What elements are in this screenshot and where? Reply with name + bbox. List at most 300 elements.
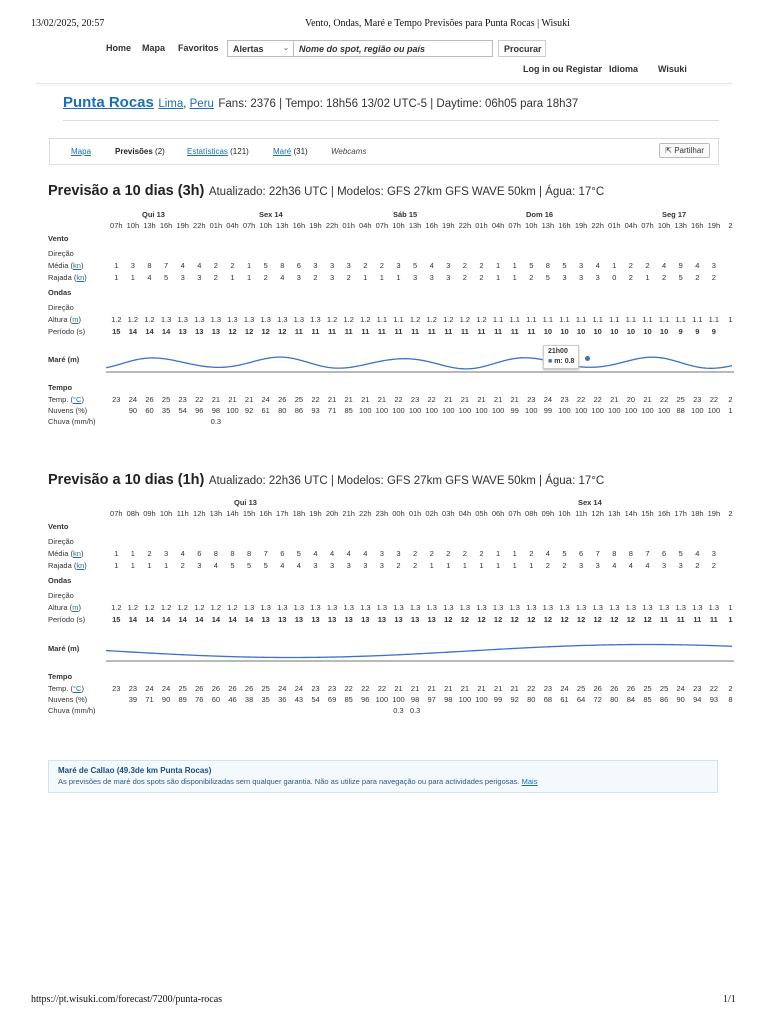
table-cell: 1.2 — [144, 603, 155, 612]
alerts-select[interactable] — [227, 40, 294, 57]
clouds-row — [48, 406, 734, 416]
table-cell: 1.3 — [243, 315, 255, 324]
brand-menu[interactable]: Wisuki — [658, 64, 687, 74]
table-cell: 26 — [244, 684, 254, 693]
row-label-text: ( — [68, 684, 74, 693]
table-cell: 1 — [728, 615, 733, 624]
share-button[interactable] — [659, 143, 710, 158]
table-cell: 10h — [525, 221, 538, 230]
clouds-row-label — [48, 406, 108, 415]
table-cell: 1 — [728, 603, 733, 612]
table-cell: 07h — [375, 221, 389, 230]
table-cell: 26 — [195, 684, 204, 693]
wave-period-row — [48, 615, 734, 625]
table-cell: 12 — [643, 615, 652, 624]
table-cell: 21 — [327, 395, 337, 404]
table-cell: 5 — [263, 261, 268, 270]
table-cell: 1.3 — [260, 315, 271, 324]
table-cell: 02h — [425, 509, 438, 518]
tab-forecasts[interactable] — [115, 147, 165, 156]
table-cell: 23 — [112, 684, 121, 693]
table-cell: 2 — [379, 261, 384, 270]
table-cell: 1.3 — [243, 603, 255, 612]
table-cell: 18h — [691, 509, 704, 518]
table-cell: 2 — [263, 273, 268, 282]
search-input[interactable] — [293, 40, 493, 57]
table-cell: 14 — [128, 327, 138, 336]
table-cell: 84 — [626, 695, 636, 704]
table-cell: 11 — [311, 327, 320, 336]
table-cell: 100 — [624, 406, 638, 415]
row-label-text: Altura — [48, 603, 68, 612]
table-cell: 23 — [560, 395, 569, 404]
table-cell: 4 — [330, 549, 335, 558]
table-cell: 1.1 — [393, 315, 404, 324]
table-cell: 7 — [164, 261, 169, 270]
table-cell: 11 — [709, 615, 718, 624]
table-cell: 21 — [211, 395, 221, 404]
table-cell: 11 — [477, 327, 486, 336]
tab-tide-count: (31) — [293, 147, 308, 156]
hours-row — [48, 509, 734, 519]
table-cell: 01h — [342, 221, 355, 230]
table-cell: 4 — [695, 549, 700, 558]
table-cell: 1.1 — [542, 315, 554, 324]
table-cell: 90 — [161, 695, 171, 704]
share-icon: ⇱ — [665, 146, 672, 155]
table-cell: 10h — [392, 221, 405, 230]
table-cell: 22 — [427, 395, 436, 404]
table-cell: 21 — [228, 395, 237, 404]
table-cell: 97 — [427, 695, 436, 704]
table-cell: 12 — [278, 327, 287, 336]
region-link[interactable]: Lima — [158, 98, 184, 110]
table-cell: 13h — [608, 509, 621, 518]
spot-tabs — [49, 138, 719, 165]
table-cell: 98 — [410, 695, 420, 704]
spot-info: Fans: 2376 | Tempo: 18h56 13/02 UTC-5 | Daytime: 06h05 para 18h37 — [218, 98, 579, 110]
table-cell: 14 — [228, 615, 237, 624]
table-cell: 85 — [344, 695, 353, 704]
table-cell: 13 — [311, 615, 320, 624]
table-cell: 25 — [659, 684, 669, 693]
rain-row — [48, 417, 734, 427]
table-cell: 98 — [211, 406, 221, 415]
unit-link[interactable]: kn — [76, 561, 85, 570]
tide-info-more-link[interactable]: Mais — [521, 777, 538, 786]
table-cell: 3 — [595, 561, 600, 570]
table-cell: 22h — [458, 221, 472, 230]
table-cell: 8 — [728, 695, 733, 704]
table-cell: 25 — [161, 395, 171, 404]
spot-header: Punta Rocas Lima, Peru Fans: 2376 | Tempo: 18h56 13/02 UTC-5 | Daytime: 06h05 para 18h37 — [63, 94, 579, 111]
table-cell: 1.2 — [111, 315, 122, 324]
table-cell: 26 — [211, 684, 221, 693]
table-cell: 17h — [674, 509, 687, 518]
table-cell: 4 — [645, 561, 650, 570]
waves-group-label — [48, 576, 108, 585]
table-cell: 07h — [242, 221, 256, 230]
temp-row-label — [48, 684, 108, 693]
language-menu[interactable]: Idioma — [609, 64, 639, 74]
wind-avg-row — [48, 261, 734, 271]
table-cell: 21 — [444, 395, 453, 404]
table-cell: 2 — [462, 549, 467, 558]
table-cell: 98 — [444, 695, 453, 704]
table-cell: 76 — [195, 695, 204, 704]
nav-home-link[interactable]: Home — [106, 43, 132, 53]
table-cell: 12 — [477, 615, 486, 624]
row-label-text: Período (s) — [48, 615, 86, 624]
table-cell: 1.3 — [459, 603, 471, 612]
nav-favorites-link[interactable]: Favoritos — [178, 43, 219, 53]
country-link[interactable]: Peru — [189, 98, 214, 110]
row-label-text: ( — [68, 549, 74, 558]
table-cell: 2 — [346, 273, 351, 282]
table-cell: 1 — [114, 561, 119, 570]
table-cell: 13 — [278, 615, 287, 624]
table-cell: 54 — [311, 695, 320, 704]
spot-name-link[interactable]: Punta Rocas — [63, 94, 154, 111]
unit-link[interactable]: °C — [73, 395, 82, 404]
table-cell: 2 — [429, 549, 434, 558]
table-cell: 38 — [244, 695, 254, 704]
table-cell: 3 — [330, 261, 335, 270]
table-cell: 1 — [230, 273, 235, 282]
tab-forecasts-count: (2) — [155, 147, 165, 156]
table-cell: 100 — [392, 406, 405, 415]
table-cell: 10 — [560, 327, 569, 336]
table-cell: 1 — [446, 561, 451, 570]
table-cell: 96 — [361, 695, 370, 704]
table-cell: 2 — [396, 561, 401, 570]
table-cell: 1.1 — [492, 315, 504, 324]
tide-chart[interactable] — [106, 636, 734, 670]
table-cell: 14 — [178, 615, 187, 624]
unit-link[interactable]: kn — [73, 549, 81, 558]
table-cell: 12h — [193, 509, 206, 518]
row-label-text: ) — [78, 315, 81, 324]
table-cell: 13 — [394, 615, 403, 624]
table-cell: 46 — [228, 695, 237, 704]
table-cell: 1.2 — [459, 315, 471, 324]
table-cell: 12 — [527, 615, 536, 624]
row-label-text: Nuvens (%) — [48, 695, 88, 704]
wave-period-row — [48, 327, 734, 337]
table-cell: 13 — [178, 327, 187, 336]
table-cell: 1.1 — [592, 315, 603, 324]
table-cell: 12 — [244, 327, 254, 336]
table-cell: 14 — [145, 615, 154, 624]
table-cell: 68 — [543, 695, 553, 704]
table-cell: 23 — [128, 684, 138, 693]
table-cell: 14 — [195, 615, 204, 624]
weather-group — [48, 383, 734, 393]
table-cell: 1 — [479, 561, 484, 570]
table-cell: 22 — [361, 684, 370, 693]
table-cell: 7 — [595, 549, 600, 558]
table-cell: 100 — [425, 406, 438, 415]
table-cell: 10h — [657, 221, 671, 230]
table-cell: 13 — [195, 327, 204, 336]
table-cell: 12h — [591, 509, 604, 518]
wind-direction-row-label — [48, 537, 108, 546]
table-cell: 10 — [576, 327, 586, 336]
table-cell: 93 — [311, 406, 320, 415]
table-cell: 3 — [363, 561, 368, 570]
row-label-text: Temp. — [48, 395, 69, 404]
wave-period-row-label — [48, 615, 108, 624]
table-cell: 14h — [624, 509, 638, 518]
table-cell: 11 — [527, 327, 536, 336]
table-cell: 15 — [112, 615, 121, 624]
temp-row-label — [48, 395, 108, 404]
table-cell: 2 — [545, 561, 550, 570]
table-cell: 13h — [408, 221, 422, 230]
table-cell: 1 — [247, 261, 252, 270]
table-cell: 2 — [728, 509, 733, 518]
tab-tide[interactable] — [273, 147, 308, 156]
table-cell: 1.2 — [426, 315, 437, 324]
wave-direction-row — [48, 303, 734, 313]
table-cell: 93 — [709, 695, 719, 704]
wind-group — [48, 522, 734, 532]
table-cell: 1 — [728, 315, 733, 324]
table-cell: 0.3 — [409, 706, 421, 715]
table-cell: 4 — [363, 549, 368, 558]
table-cell: 6 — [579, 549, 584, 558]
table-cell: 1 — [462, 561, 467, 570]
table-cell: 1.2 — [326, 315, 338, 324]
table-cell: 1 — [512, 261, 517, 270]
table-cell: 1.3 — [376, 603, 388, 612]
table-cell: 1 — [496, 549, 501, 558]
table-cell: 1.3 — [227, 315, 238, 324]
table-cell: 2 — [529, 549, 534, 558]
day-label: Qui 13 — [234, 498, 257, 507]
forecast-1h-subtitle: Atualizado: 22h36 UTC | Modelos: GFS 27km GFS WAVE 50km | Água: 17°C — [208, 475, 605, 487]
table-cell: 2 — [147, 549, 152, 558]
wind-avg-row-label — [48, 261, 108, 270]
tab-tide-label: Maré — [273, 147, 292, 156]
table-cell: 1.3 — [476, 603, 487, 612]
table-cell: 2 — [695, 561, 700, 570]
table-cell: 100 — [691, 406, 704, 415]
forecast-3h-header — [48, 182, 604, 200]
table-cell: 1 — [496, 273, 501, 282]
table-cell: 22h — [325, 221, 339, 230]
table-cell: 11 — [460, 327, 469, 336]
table-cell: 23 — [543, 684, 553, 693]
print-page-title: Vento, Ondas, Maré e Tempo Previsões para Punta Rocas | Wisuki — [305, 18, 570, 29]
table-cell: 8 — [612, 549, 617, 558]
table-cell: 11 — [344, 327, 353, 336]
table-cell: 12 — [228, 327, 237, 336]
table-cell: 1.1 — [658, 315, 670, 324]
table-cell: 3 — [379, 561, 384, 570]
table-cell: 1.3 — [310, 315, 321, 324]
table-cell: 10h — [126, 221, 140, 230]
table-cell: 36 — [278, 695, 287, 704]
table-cell: 13h — [143, 221, 156, 230]
table-cell: 22 — [377, 684, 387, 693]
table-cell: 3 — [429, 273, 434, 282]
table-cell: 04h — [491, 221, 505, 230]
table-cell: 22 — [527, 684, 536, 693]
login-link[interactable]: Log in ou Registar — [523, 64, 603, 74]
table-cell: 100 — [475, 695, 488, 704]
table-cell: 1.1 — [609, 315, 620, 324]
row-label-text: ( — [67, 603, 73, 612]
tide-label: Maré (m) — [48, 355, 80, 364]
table-cell: 92 — [510, 695, 519, 704]
table-cell: 04h — [359, 221, 372, 230]
wave-direction-row-label — [48, 303, 108, 312]
table-cell: 4 — [280, 273, 285, 282]
table-cell: 80 — [527, 695, 536, 704]
table-cell: 61 — [560, 695, 569, 704]
table-cell: 11 — [693, 615, 702, 624]
unit-link[interactable]: kn — [73, 261, 81, 270]
table-cell: 71 — [327, 406, 337, 415]
unit-link[interactable]: m — [72, 315, 79, 324]
table-cell: 2 — [446, 549, 451, 558]
table-cell: 21 — [410, 684, 420, 693]
table-cell: 3 — [197, 273, 202, 282]
tab-webcams[interactable]: Webcams — [331, 147, 367, 156]
table-cell: 2 — [213, 261, 218, 270]
table-cell: 11 — [328, 327, 337, 336]
table-cell: 05h — [475, 509, 488, 518]
table-cell: 1.3 — [526, 603, 537, 612]
tab-statistics[interactable] — [187, 147, 249, 156]
table-cell: 1.3 — [277, 315, 288, 324]
table-cell: 25 — [178, 684, 187, 693]
table-cell: 1 — [114, 549, 119, 558]
tab-map[interactable]: Mapa — [71, 147, 92, 156]
temp-row — [48, 395, 734, 405]
table-cell: 72 — [593, 695, 602, 704]
table-cell: 1 — [130, 549, 135, 558]
table-cell: 3 — [579, 273, 584, 282]
table-cell: 11 — [494, 327, 503, 336]
table-cell: 100 — [458, 695, 472, 704]
table-cell: 3 — [413, 273, 418, 282]
group-waves-label: Ondas — [48, 288, 72, 297]
table-cell: 23 — [527, 395, 536, 404]
table-cell: 1.3 — [609, 603, 620, 612]
unit-link[interactable]: m — [72, 603, 79, 612]
table-cell: 13h — [209, 509, 223, 518]
table-cell: 22 — [344, 684, 353, 693]
table-cell: 21 — [510, 395, 519, 404]
table-cell: 3 — [446, 261, 451, 270]
table-cell: 3 — [711, 549, 716, 558]
tide-line — [106, 357, 732, 369]
table-cell: 09h — [541, 509, 555, 518]
table-cell: 4 — [662, 261, 667, 270]
row-label-text: ( — [68, 395, 74, 404]
table-cell: 13 — [327, 615, 337, 624]
waves-group — [48, 576, 734, 586]
table-cell: 4 — [313, 549, 318, 558]
table-cell: 1.1 — [575, 315, 587, 324]
table-cell: 5 — [529, 261, 534, 270]
table-cell: 13 — [344, 615, 353, 624]
table-cell: 21 — [460, 395, 470, 404]
table-cell: 22 — [709, 395, 719, 404]
weather-group-label — [48, 672, 108, 681]
table-cell: 1.2 — [409, 315, 421, 324]
table-cell: 1.3 — [293, 603, 305, 612]
table-cell: 1.3 — [277, 603, 288, 612]
row-label-text: ) — [80, 549, 84, 558]
wind-group-label — [48, 234, 108, 243]
table-cell: 12 — [610, 615, 619, 624]
search-button[interactable] — [498, 40, 546, 57]
table-cell: 100 — [359, 406, 372, 415]
tab-forecasts-label: Previsões — [115, 147, 153, 156]
table-cell: 11 — [411, 327, 420, 336]
table-cell: 2 — [479, 549, 484, 558]
table-cell: 1 — [728, 406, 733, 415]
table-cell: 1.2 — [111, 603, 122, 612]
table-cell: 8 — [230, 549, 235, 558]
table-cell: 39 — [128, 695, 138, 704]
table-cell: 1 — [114, 273, 119, 282]
table-cell: 1 — [130, 561, 135, 570]
table-cell: 100 — [442, 406, 455, 415]
table-cell: 85 — [344, 406, 353, 415]
unit-link[interactable]: °C — [73, 684, 82, 693]
print-page-number: 1/1 — [723, 994, 736, 1005]
table-cell: 1.3 — [343, 603, 354, 612]
table-cell: 2 — [313, 273, 318, 282]
table-cell: 26 — [593, 684, 602, 693]
table-cell: 100 — [491, 406, 505, 415]
table-cell: 1.1 — [509, 315, 520, 324]
table-cell: 01h — [608, 221, 621, 230]
table-cell: 12 — [543, 615, 553, 624]
table-cell: 1.3 — [692, 603, 703, 612]
alerts-select-value: Alertas — [233, 44, 264, 54]
table-cell: 19h — [176, 221, 189, 230]
table-cell: 8 — [545, 261, 550, 270]
tide-chart[interactable] — [106, 347, 734, 381]
table-cell: 21 — [361, 395, 370, 404]
table-cell: 4 — [197, 261, 202, 270]
table-cell: 06h — [491, 509, 505, 518]
table-cell: 100 — [525, 406, 538, 415]
unit-link[interactable]: kn — [76, 273, 85, 282]
table-cell: 21 — [244, 395, 254, 404]
table-cell: 21 — [610, 395, 619, 404]
day-label: Sex 14 — [259, 210, 283, 219]
table-cell: 11h — [575, 509, 588, 518]
table-cell: 11 — [361, 327, 370, 336]
nav-map-link[interactable]: Mapa — [142, 43, 166, 53]
table-cell: 10 — [643, 327, 652, 336]
table-cell: 25 — [676, 395, 685, 404]
table-cell: 96 — [195, 406, 204, 415]
table-cell: 2 — [462, 273, 467, 282]
table-cell: 26 — [145, 395, 154, 404]
table-cell: 1.2 — [127, 315, 139, 324]
tide-tooltip — [543, 345, 579, 369]
tide-info-text: As previsões de maré dos spots são disponibilizadas sem qualquer garantia. Não as utilize para navegação ou para actividades perigosas. — [58, 777, 520, 786]
table-cell: 25 — [643, 684, 652, 693]
table-cell: 10h — [558, 509, 571, 518]
